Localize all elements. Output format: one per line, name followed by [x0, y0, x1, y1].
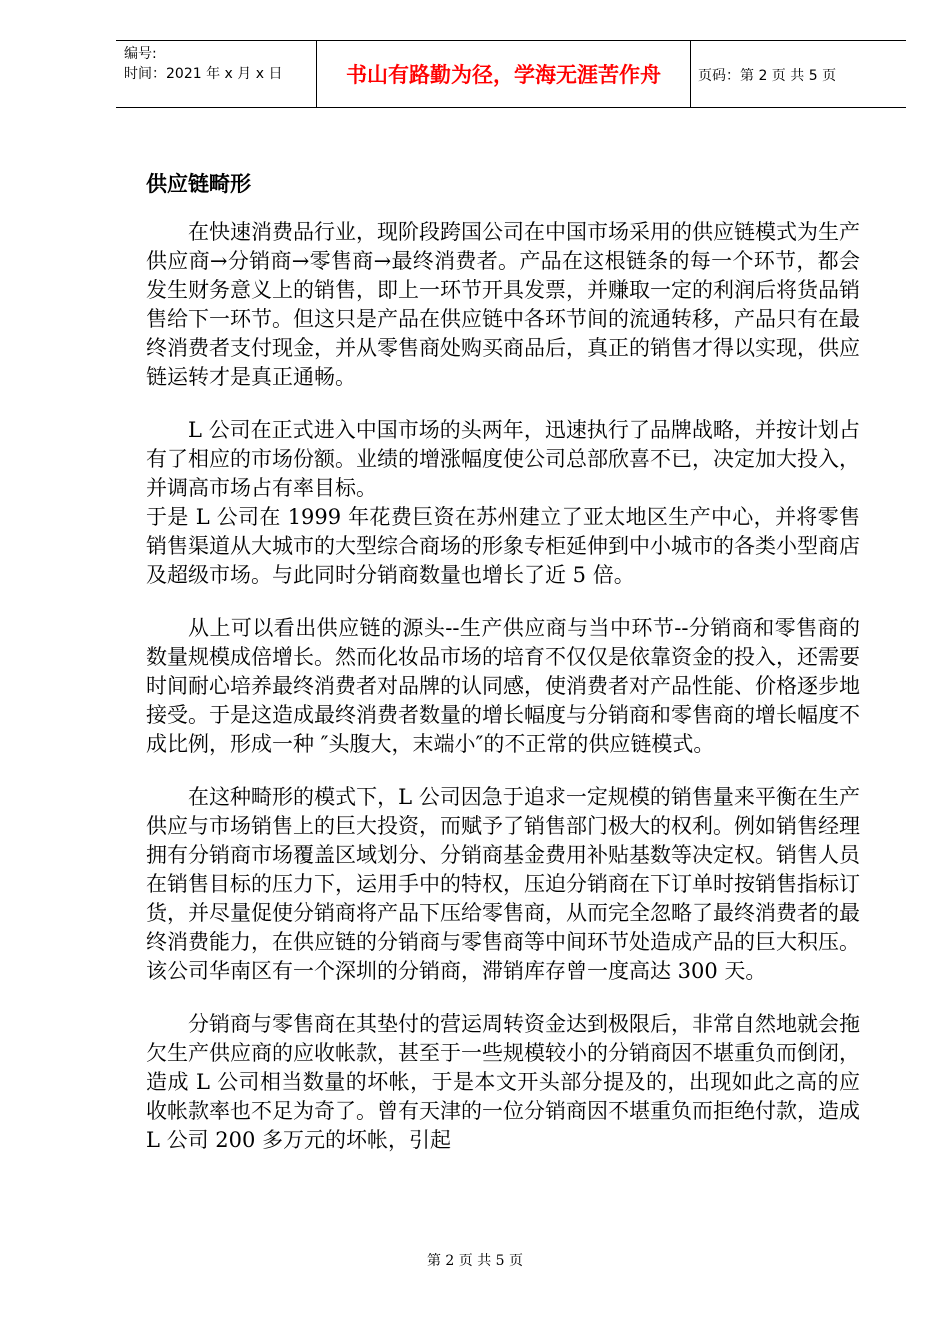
time-label: 时间：2021 年 x 月 x 日	[124, 66, 283, 82]
header-meta	[124, 44, 282, 84]
paragraph: 分销商与零售商在其垫付的营运周转资金达到极限后，非常自然地就会拖欠生产供应商的应收帐款，甚至于一些规模较小的分销商因不堪重负而倒闭，造成 L 公司相当数量的坏帐，于是本文开头部分提及的，出现如此之高的应收帐款率也不足为奇了。曾有天津的一位分销商因不堪重负而拒绝付款，造成 L 公司 200 多万元的坏帐，引起	[146, 1012, 860, 1152]
header-motto: 书山有路勤为径，学海无涯苦作舟	[346, 63, 661, 87]
page-header	[116, 40, 906, 108]
paragraph: 在快速消费品行业，现阶段跨国公司在中国市场采用的供应链模式为生产供应商→分销商→零售商→最终消费者。产品在这根链条的每一个环节，都会发生财务意义上的销售，即上一环节开具发票，并赚取一定的利润后将货品销售给下一环节。但这只是产品在供应链中各环节间的流通转移，产品只有在最终消费者支付现金，并从零售商处购买商品后，真正的销售才得以实现，供应链运转才是真正通畅。	[146, 220, 860, 389]
page-footer: 第 2 页 共 5 页	[426, 1253, 524, 1269]
paragraph: 从上可以看出供应链的源头--生产供应商与当中环节--分销商和零售商的数量规模成倍增长。然而化妆品市场的培育不仅仅是依靠资金的投入，还需要时间耐心培养最终消费者对品牌的认同感，使消费者对产品性能、价格逐步地接受。于是这造成最终消费者数量的增长幅度与分销商和零售商的增长幅度不成比例，形成一种 ″头腹大，末端小″的不正常的供应链模式。	[146, 616, 860, 756]
paragraph: L 公司在正式进入中国市场的头两年，迅速执行了品牌战略，并按计划占有了相应的市场份额。业绩的增涨幅度使公司总部欣喜不已，决定加大投入，并调高市场占有率目标。	[146, 418, 860, 500]
number-label: 编号:	[124, 46, 157, 62]
paragraph: 于是 L 公司在 1999 年花费巨资在苏州建立了亚太地区生产中心，并将零售销售渠道从大城市的大型综合商场的形象专柜延伸到中小城市的各类小型商店及超级市场。与此同时分销商数量也增长了近 5 倍。	[146, 505, 860, 587]
header-divider	[690, 41, 691, 107]
paragraph: 在这种畸形的模式下，L 公司因急于追求一定规模的销售量来平衡在生产供应与市场销售上的巨大投资，而赋予了销售部门极大的权利。例如销售经理拥有分销商市场覆盖区域划分、分销商基金费用补贴基数等决定权。销售人员在销售目标的压力下，运用手中的特权，压迫分销商在下订单时按销售指标订货，并尽量促使分销商将产品下压给零售商，从而完全忽略了最终消费者的最终消费能力，在供应链的分销商与零售商等中间环节处造成产品的巨大积压。该公司华南区有一个深圳的分销商，滞销库存曾一度高达 300 天。	[146, 785, 860, 983]
article-body	[146, 218, 860, 1179]
header-page-number: 页码：第 2 页 共 5 页	[698, 68, 837, 84]
section-title: 供应链畸形	[146, 172, 251, 196]
